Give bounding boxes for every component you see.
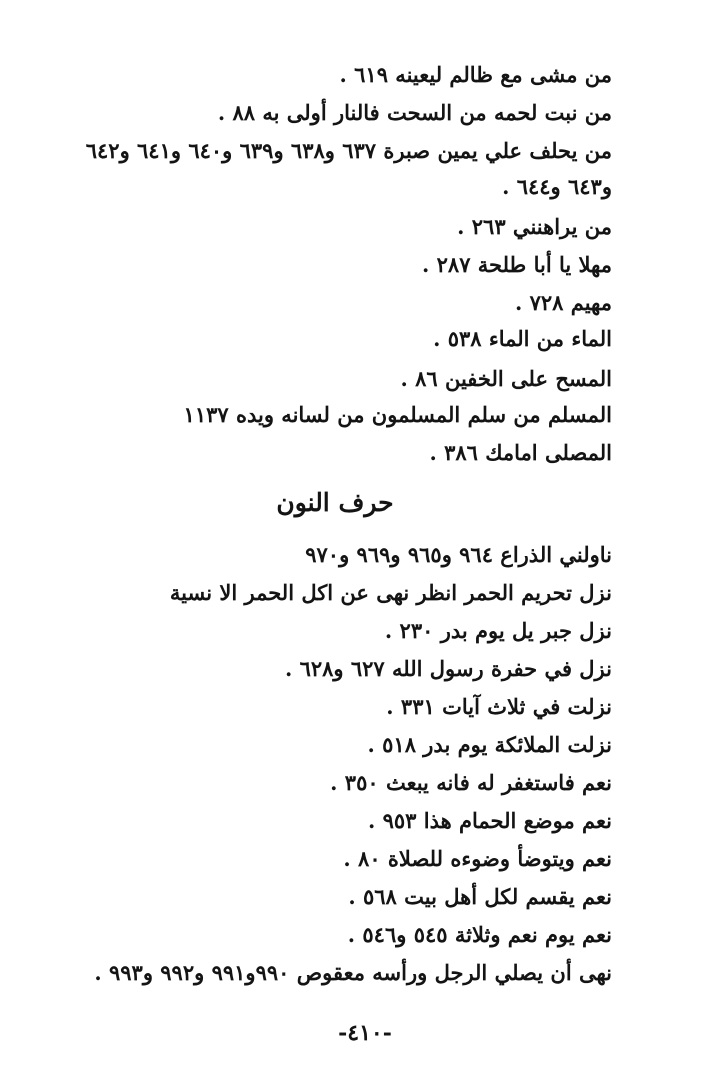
index-entry: من مشى مع ظالم ليعينه ٦١٩ . [339,62,612,87]
index-entry: نعم موضع الحمام هذا ٩٥٣ . [367,808,612,833]
index-entry: نهى أن يصلي الرجل ورأسه معقوص ٩٩٠و٩٩١ و٩٩٢ و٩٩٣ . [94,960,612,985]
index-entry: نزل في حفرة رسول الله ٦٢٧ و٦٢٨ . [284,656,612,681]
index-entry: ناولني الذراع ٩٦٤ و٩٦٥ و٩٦٩ و٩٧٠ [305,542,612,567]
index-entry: نزلت الملائكة يوم بدر ٥١٨ . [367,732,612,757]
index-entry: نزلت في ثلاث آيات ٣٣١ . [386,694,612,719]
index-entry-continuation: و٦٤٣ و٦٤٤ . [502,174,612,199]
page-number: -٤١٠- [338,1020,392,1046]
index-entry: نزل جبر يل يوم بدر ٢٣٠ . [384,618,612,643]
index-entry: الماء من الماء ٥٣٨ . [433,326,612,351]
index-entry: من نبت لحمه من السحت فالنار أولى به ٨٨ . [217,100,612,125]
index-entry: من يحلف علي يمين صبرة ٦٣٧ و٦٣٨ و٦٣٩ و٦٤٠ و٦٤١ و٦٤٢ [85,138,612,163]
index-entry: مهيم ٧٢٨ . [514,290,612,315]
index-entry: المسلم من سلم المسلمون من لسانه ويده ١١٣٧ [183,402,612,427]
index-entry: من يراهنني ٢٦٣ . [457,214,612,239]
index-entry: المسح على الخفين ٨٦ . [400,366,612,391]
index-entry: نعم ويتوضأ وضوءه للصلاة ٨٠ . [343,846,612,871]
index-entry: مهلا يا أبا طلحة ٢٨٧ . [422,252,612,277]
index-entry: نزل تحريم الحمر انظر نهى عن اكل الحمر الا نسية [169,580,612,605]
index-entry: نعم يوم نعم وثلاثة ٥٤٥ و٥٤٦ . [347,922,612,947]
section-heading: حرف النون [276,488,394,517]
index-entry: نعم فاستغفر له فانه يبعث ٣٥٠ . [330,770,612,795]
index-entry: المصلى امامك ٣٨٦ . [429,440,612,465]
index-entry: نعم يقسم لكل أهل بيت ٥٦٨ . [348,884,612,909]
